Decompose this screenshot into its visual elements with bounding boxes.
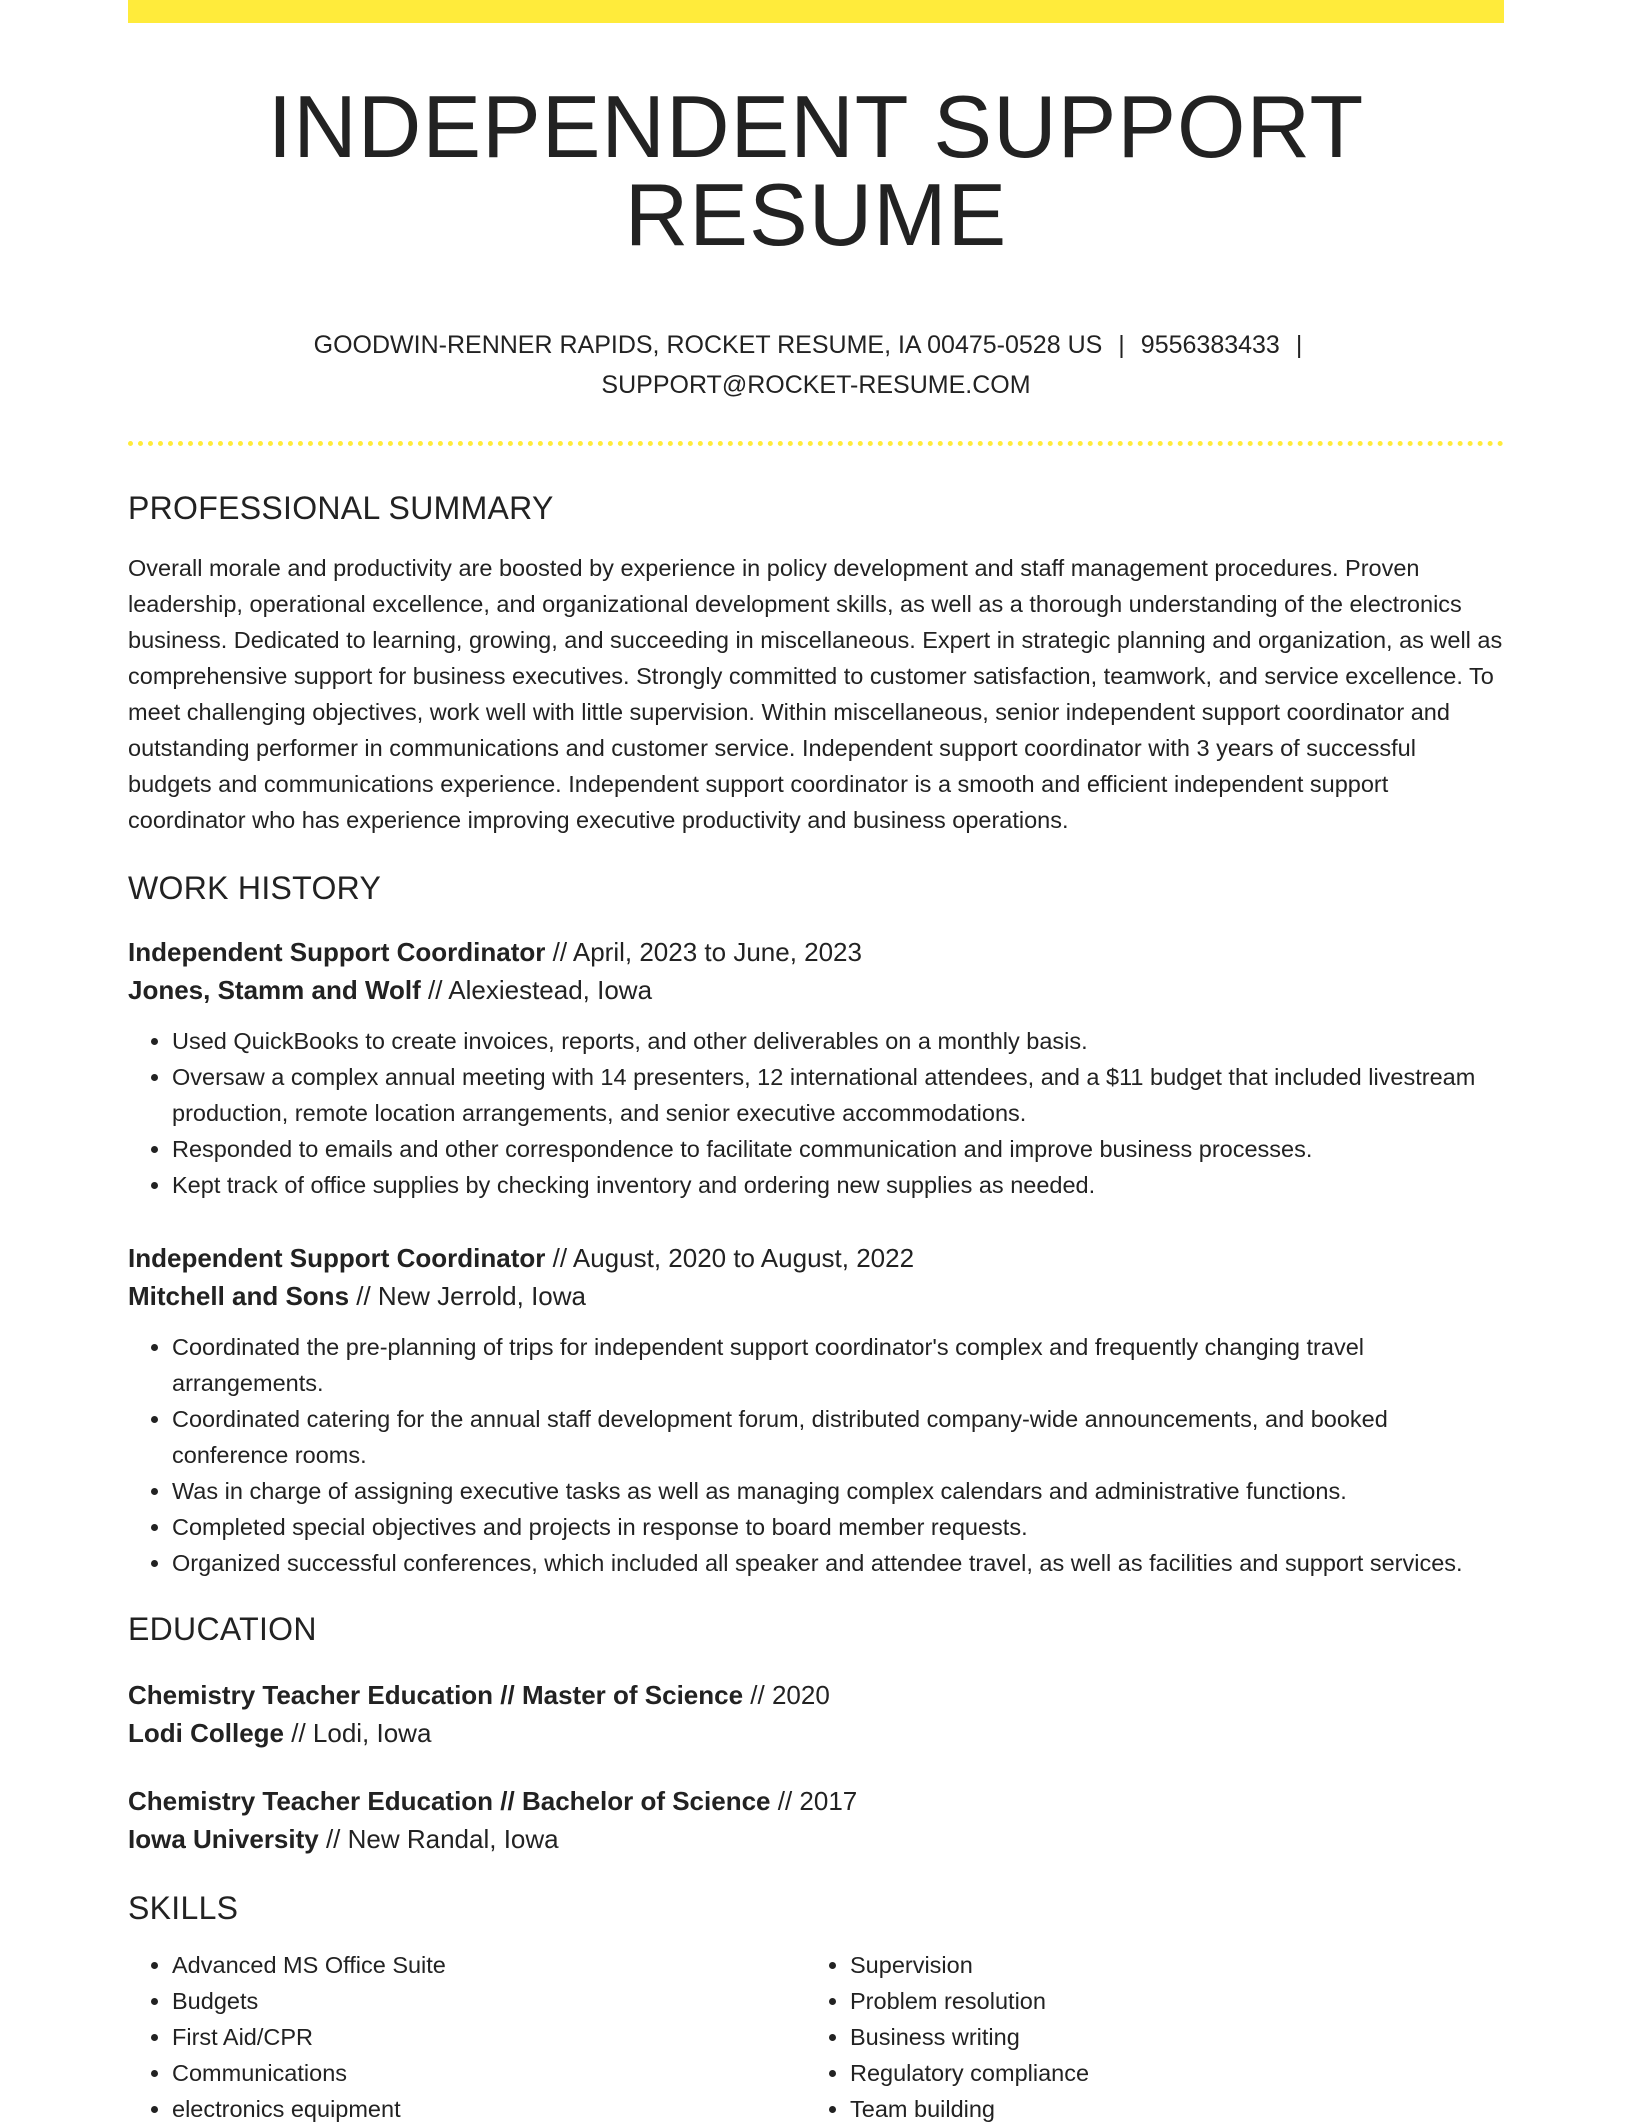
skills-left-column [128,1947,806,2127]
summary-text: Overall morale and productivity are boosted by experience in policy development and staff management procedures. Proven leadership, operational excellence, and organizational development skills, as well as a thorough understanding of the electronics business. Dedicated to learning, growing, and succeeding in miscellaneous. Expert in strategic planning and organization, as well as comprehensive support for business executives. Strongly committed to customer satisfaction, teamwork, and service excellence. To meet challenging objectives, work well with little supervision. Within miscellaneous, senior independent support coordinator and outstanding performer in communications and customer service. Independent support coordinator with 3 years of successful budgets and communications experience. Independent support coordinator is a smooth and efficient independent support coordinator who has experience improving executive productivity and business operations. [128,555,1503,833]
job-dates: // August, 2020 to August, 2022 [545,1243,915,1273]
job-title-line [128,933,1504,971]
job-company-line [128,1277,1504,1315]
top-accent-bar [128,0,1504,23]
list-item: • Coordinated the pre-planning of trips for independent support coordinator's complex and frequently changing travel arrangements. [172,1329,1504,1401]
job-bullets [128,1023,1504,1203]
contact-email: SUPPORT@ROCKET-RESUME.COM [601,371,1031,399]
degree-line [128,1782,1504,1820]
list-item: • Oversaw a complex annual meeting with 14 presenters, 12 international attendees, and a $11 budget that included livestream production, remote location arrangements, and senior executive accommodations. [172,1059,1504,1131]
list-item: • Completed special objectives and projects in response to board member requests. [172,1509,1504,1545]
graduation-year: // 2017 [770,1786,858,1816]
job-dates: // April, 2023 to June, 2023 [545,937,862,967]
contact-separator: | [1118,331,1125,359]
degree: Chemistry Teacher Education // Master of Science [128,1680,744,1710]
skill-item: • Team building [850,2091,1484,2127]
resume-title: INDEPENDENT SUPPORT RESUME [267,77,1365,264]
skill-item: • Problem resolution [850,1983,1484,2019]
contact-separator: | [1295,331,1303,359]
contact-info [128,325,1504,405]
skill-item: • Regulatory compliance [850,2055,1484,2091]
education-entry [128,1782,1504,1858]
job-entry [128,1239,1504,1581]
skill-item: • First Aid/CPR [172,2019,806,2055]
skills-right-column [806,1947,1484,2127]
job-company: Jones, Stamm and Wolf [128,975,421,1005]
school-location: // New Randal, Iowa [318,1824,559,1854]
contact-address: GOODWIN-RENNER RAPIDS, ROCKET RESUME, IA 00475-0528 US [313,331,1103,359]
school-line [128,1820,1504,1858]
job-title: Independent Support Coordinator [128,1243,546,1273]
skill-item: • Advanced MS Office Suite [172,1947,806,1983]
summary-heading: PROFESSIONAL SUMMARY [128,490,554,526]
graduation-year: // 2020 [743,1680,830,1710]
list-item: • Was in charge of assigning executive tasks as well as managing complex calendars and administrative functions. [172,1473,1504,1509]
work-history-heading: WORK HISTORY [128,870,382,906]
list-item: • Kept track of office supplies by checking inventory and ordering new supplies as needed. [172,1167,1504,1203]
job-bullets [128,1329,1504,1581]
degree: Chemistry Teacher Education // Bachelor of Science [128,1786,771,1816]
list-item: • Coordinated catering for the annual staff development forum, distributed company-wide announcements, and booked conference rooms. [172,1401,1504,1473]
skill-item: • Communications [172,2055,806,2091]
resume-page [128,0,1504,2127]
list-item: • Organized successful conferences, which included all speaker and attendee travel, as well as facilities and support services. [172,1545,1504,1581]
job-title: Independent Support Coordinator [128,937,546,967]
job-company-line [128,971,1504,1009]
skill-item: • Budgets [172,1983,806,2019]
skills-heading: SKILLS [128,1890,239,1926]
skill-item: • Supervision [850,1947,1484,1983]
skills-columns [128,1947,1504,2127]
skill-item: • electronics equipment [172,2091,806,2127]
school-name: Lodi College [128,1718,284,1748]
job-company: Mitchell and Sons [128,1281,350,1311]
dotted-divider [128,441,1504,446]
job-location: // Alexiestead, Iowa [420,975,653,1005]
degree-line [128,1676,1504,1714]
school-line [128,1714,1504,1752]
school-location: // Lodi, Iowa [284,1718,432,1748]
list-item: • Responded to emails and other correspondence to facilitate communication and improve business processes. [172,1131,1504,1167]
school-name: Iowa University [128,1824,319,1854]
contact-phone: 9556383433 [1140,331,1280,359]
list-item: • Used QuickBooks to create invoices, reports, and other deliverables on a monthly basis. [172,1023,1504,1059]
education-heading: EDUCATION [128,1611,317,1647]
skill-item: • Business writing [850,2019,1484,2055]
education-entry [128,1676,1504,1752]
job-title-line [128,1239,1504,1277]
job-location: // New Jerrold, Iowa [349,1281,587,1311]
job-entry [128,933,1504,1203]
